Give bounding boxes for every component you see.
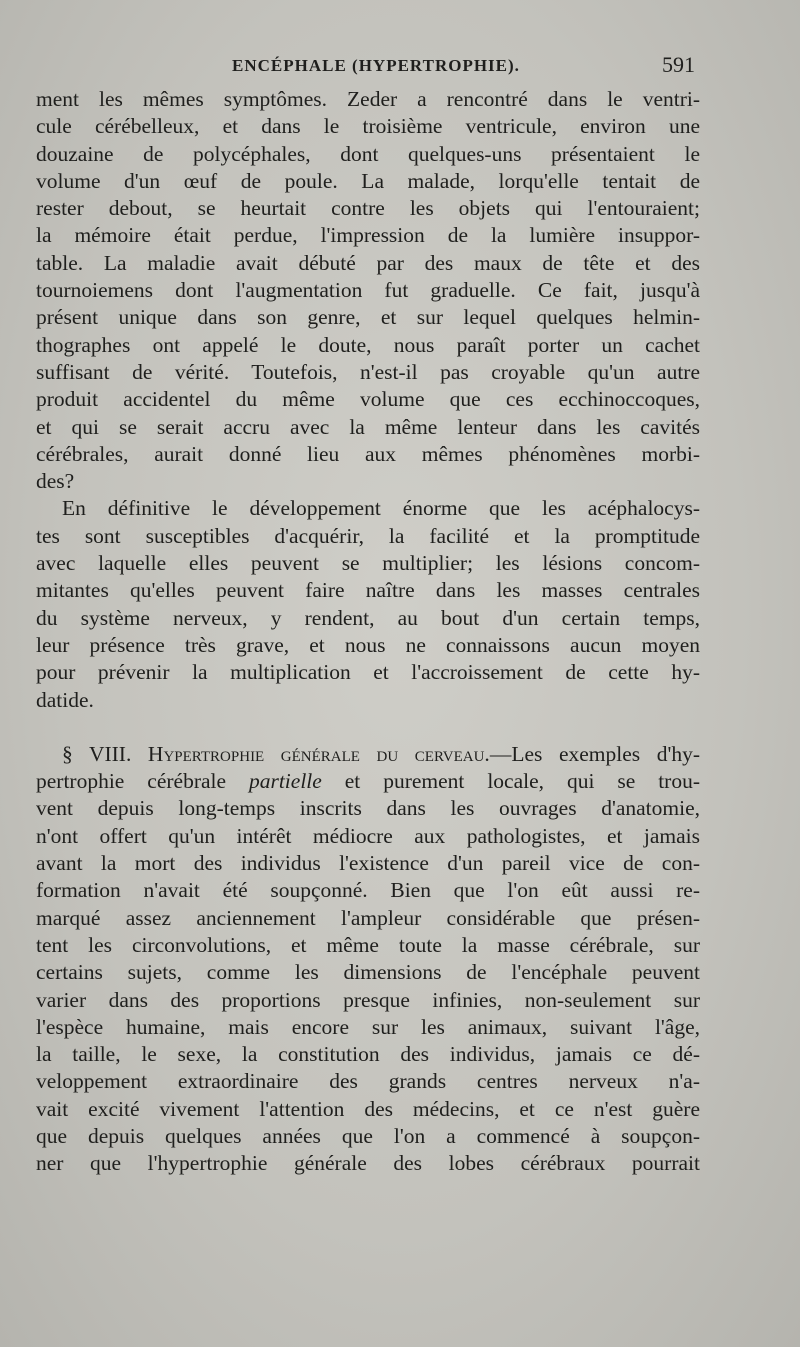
text-line xyxy=(36,768,700,795)
text-line: marqué assez anciennement l'ampleur considérable que présen- xyxy=(36,905,700,930)
text-line: En définitive le développement énorme que les acéphalocys- xyxy=(62,496,700,521)
text-line: tournoiemens dont l'augmentation fut graduelle. Ce fait, jusqu'à xyxy=(36,278,700,303)
text-line: n'ont offert qu'un intérêt médiocre aux pathologistes, et jamais xyxy=(36,823,700,848)
paragraph-2 xyxy=(36,495,700,713)
text-line: table. La maladie avait débuté par des maux de tête et des xyxy=(36,250,700,275)
text-line: tent les circonvolutions, et même toute la masse cérébrale, sur xyxy=(36,932,700,957)
text-line: ner que l'hypertrophie générale des lobes cérébraux pourrait xyxy=(36,1151,700,1176)
running-head: ENCÉPHALE (HYPERTROPHIE). xyxy=(232,56,520,75)
text-line: des? xyxy=(36,469,75,494)
page-header xyxy=(0,52,800,82)
text-line: formation n'avait été soupçonné. Bien que l'on eût aussi re- xyxy=(36,878,700,903)
text-line: tes sont susceptibles d'acquérir, la facilité et la promptitude xyxy=(36,523,700,548)
text-line: du système nerveux, y rendent, au bout d'un certain temps, xyxy=(36,605,700,630)
section-viii xyxy=(36,741,700,1178)
text-line: la taille, le sexe, la constitution des individus, jamais ce dé- xyxy=(36,1042,700,1067)
section-heading: Hypertrophie générale du cerveau. xyxy=(147,741,490,766)
text-line: ment les mêmes symptômes. Zeder a rencontré dans le ventri- xyxy=(36,87,700,111)
text-line: thographes ont appelé le doute, nous paraît porter un cachet xyxy=(36,332,700,357)
section-gap xyxy=(36,714,700,741)
text-line: et qui se serait accru avec la même lenteur dans les cavités xyxy=(36,414,700,439)
text-line: avant la mort des individus l'existence d'un pareil vice de con- xyxy=(36,851,700,876)
page-number: 591 xyxy=(662,52,695,77)
text-line: cérébrales, aurait donné lieu aux mêmes phénomènes morbi- xyxy=(36,441,700,466)
text-line: suffisant de vérité. Toutefois, n'est-il pas croyable qu'un autre xyxy=(36,359,700,384)
text-line: vait excité vivement l'attention des médecins, et ce n'est guère xyxy=(36,1096,700,1121)
text-line: volume d'un œuf de poule. La malade, lorqu'elle tentait de xyxy=(36,168,700,193)
text-line: produit accidentel du même volume que ces ecchinoccoques, xyxy=(36,387,700,412)
text-line: la mémoire était perdue, l'impression de la lumière insuppor- xyxy=(36,223,700,248)
section-number: § VIII. xyxy=(62,741,132,766)
text-line: mitantes qu'elles peuvent faire naître dans les masses centrales xyxy=(36,578,700,603)
italic-term: partielle xyxy=(248,769,322,794)
section-text: —Les exemples d'hy- xyxy=(489,741,701,766)
text-line: avec laquelle elles peuvent se multiplier; les lésions concom- xyxy=(36,551,700,576)
text-line: datide. xyxy=(36,687,94,712)
section-first-line xyxy=(36,741,700,768)
text-line: certains sujets, comme les dimensions de l'encéphale peuvent xyxy=(36,960,700,985)
paragraph-1 xyxy=(36,86,700,495)
text-run: et purement locale, qui se trou- xyxy=(321,769,700,794)
text-line: veloppement extraordinaire des grands centres nerveux n'a- xyxy=(36,1069,700,1094)
text-line: pour prévenir la multiplication et l'accroissement de cette hy- xyxy=(36,660,700,685)
text-line: vent depuis long-temps inscrits dans les ouvrages d'anatomie, xyxy=(36,796,700,821)
text-line: présent unique dans son genre, et sur lequel quelques helmin- xyxy=(36,305,700,330)
page-body xyxy=(36,86,700,1178)
text-line: que depuis quelques années que l'on a commencé à soupçon- xyxy=(36,1123,700,1148)
text-line: leur présence très grave, et nous ne connaissons aucun moyen xyxy=(36,632,700,657)
text-line: rester debout, se heurtait contre les objets qui l'entouraient; xyxy=(36,196,700,221)
text-line: varier dans des proportions presque infinies, non-seulement sur xyxy=(36,987,700,1012)
text-line: l'espèce humaine, mais encore sur les animaux, suivant l'âge, xyxy=(36,1014,700,1039)
text-run: pertrophie cérébrale xyxy=(36,769,249,794)
text-line: cule cérébelleux, et dans le troisième ventricule, environ une xyxy=(36,114,700,139)
text-line: douzaine de polycéphales, dont quelques-uns présentaient le xyxy=(36,141,700,166)
